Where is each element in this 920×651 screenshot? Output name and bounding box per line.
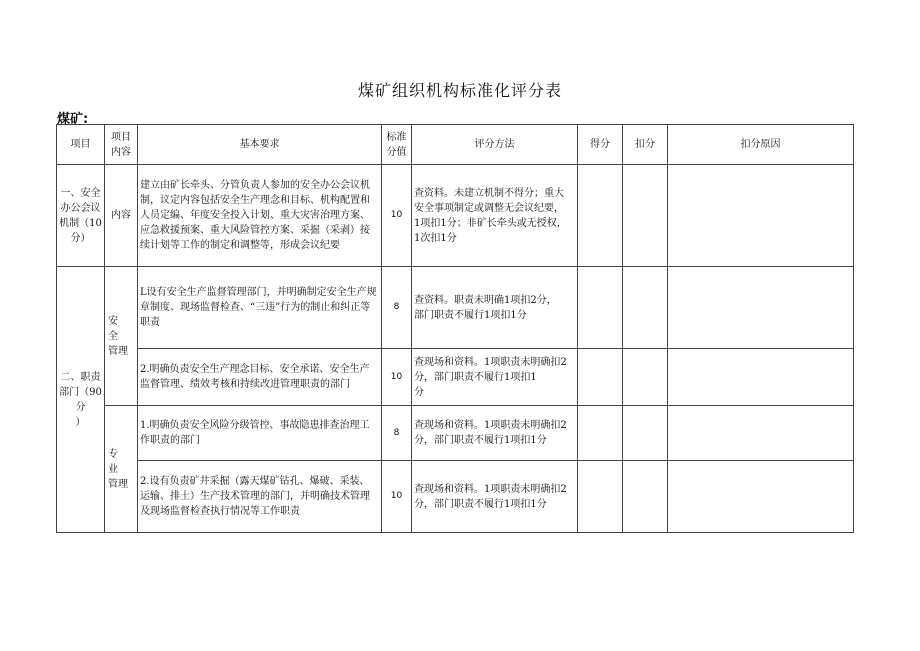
table-header-row xyxy=(57,125,854,165)
reason-cell[interactable] xyxy=(668,267,854,349)
table-row xyxy=(57,461,854,533)
table-row xyxy=(57,267,854,349)
section2-group-professional: 专 业 管理 xyxy=(105,406,138,533)
section2-method: 查现场和资料。1项职责未明确扣2 分，部门职责不履行1项扣1分 xyxy=(412,406,578,461)
section2-item: 二、职责 部门（90 分 ） xyxy=(57,267,105,533)
section1-got-cell[interactable] xyxy=(578,165,623,267)
table-row xyxy=(57,165,854,267)
header-reason: 扣分原因 xyxy=(668,125,854,165)
reason-cell[interactable] xyxy=(668,349,854,406)
section2-method: 查现场和资料。1项职责未明确扣2 分，部门职责不履行1项扣1分 xyxy=(412,461,578,533)
header-method: 评分方法 xyxy=(412,125,578,165)
section1-score: 10 xyxy=(382,165,412,267)
got-cell[interactable] xyxy=(578,267,623,349)
scoring-table xyxy=(56,124,854,533)
page-title: 煤矿组织机构标准化评分表 xyxy=(357,81,562,100)
section2-score: 8 xyxy=(382,267,412,349)
header-got-score: 得分 xyxy=(578,125,623,165)
reason-cell[interactable] xyxy=(668,461,854,533)
section1-item: 一、安全 办公会议 机制（10 分） xyxy=(57,165,105,267)
section1-method: 查资料。未建立机制不得分；重大 安全事项制定或调整无会议纪要， 1项扣1分；非矿长牵头或无授权， 1次扣1分 xyxy=(412,165,578,267)
got-cell[interactable] xyxy=(578,406,623,461)
deduct-cell[interactable] xyxy=(623,406,668,461)
section2-requirement: 2.明确负责安全生产理念目标、安全承诺、安全生产监督管理、绩效考核和持续改进管理职责的部门 xyxy=(138,349,382,406)
section1-deduct-cell[interactable] xyxy=(623,165,668,267)
mine-name-label: 煤矿: xyxy=(57,112,89,127)
deduct-cell[interactable] xyxy=(623,267,668,349)
section2-requirement: 1.明确负责安全风险分级管控、事故隐患排查治理工作职责的部门 xyxy=(138,406,382,461)
got-cell[interactable] xyxy=(578,461,623,533)
section2-requirement: 2.设有负责矿井采掘（露天煤矿钻孔、爆破、采装、运输、排土）生产技术管理的部门，并明确技术管理及现场监督检查执行情况等工作职责 xyxy=(138,461,382,533)
section2-method: 查现场和资料。1项职责未明确扣2 分，部门职责不履行1项扣1 分 xyxy=(412,349,578,406)
reason-cell[interactable] xyxy=(668,406,854,461)
deduct-cell[interactable] xyxy=(623,349,668,406)
section1-requirement: 建立由矿长牵头、分管负责人参加的安全办公会议机制，议定内容包括安全生产理念和目标、机构配置和人员定编、年度安全投入计划、重大灾害治理方案、应急救援预案、重大风险管控方案、采掘（采剥）接续计划等工作的制定和调整等，形成会议纪要 xyxy=(138,165,382,267)
header-item-content: 项目 内容 xyxy=(105,125,138,165)
section2-score: 8 xyxy=(382,406,412,461)
header-item: 项目 xyxy=(57,125,105,165)
section1-content: 内容 xyxy=(105,165,138,267)
header-score: 标准 分值 xyxy=(382,125,412,165)
section2-score: 10 xyxy=(382,461,412,533)
section2-score: 10 xyxy=(382,349,412,406)
section2-method: 查资料。职责未明确1项扣2分， 部门职责不履行1项扣1分 xyxy=(412,267,578,349)
section1-reason-cell[interactable] xyxy=(668,165,854,267)
got-cell[interactable] xyxy=(578,349,623,406)
section2-requirement: L设有安全生产监督管理部门，并明确制定安全生产规章制度、现场监督检查、“三违”行为的制止和纠正等职责 xyxy=(138,267,382,349)
header-deduct: 扣分 xyxy=(623,125,668,165)
section2-group-safety: 安 全 管理 xyxy=(105,267,138,406)
header-requirements: 基本要求 xyxy=(138,125,382,165)
deduct-cell[interactable] xyxy=(623,461,668,533)
table-row xyxy=(57,406,854,461)
table-row xyxy=(57,349,854,406)
